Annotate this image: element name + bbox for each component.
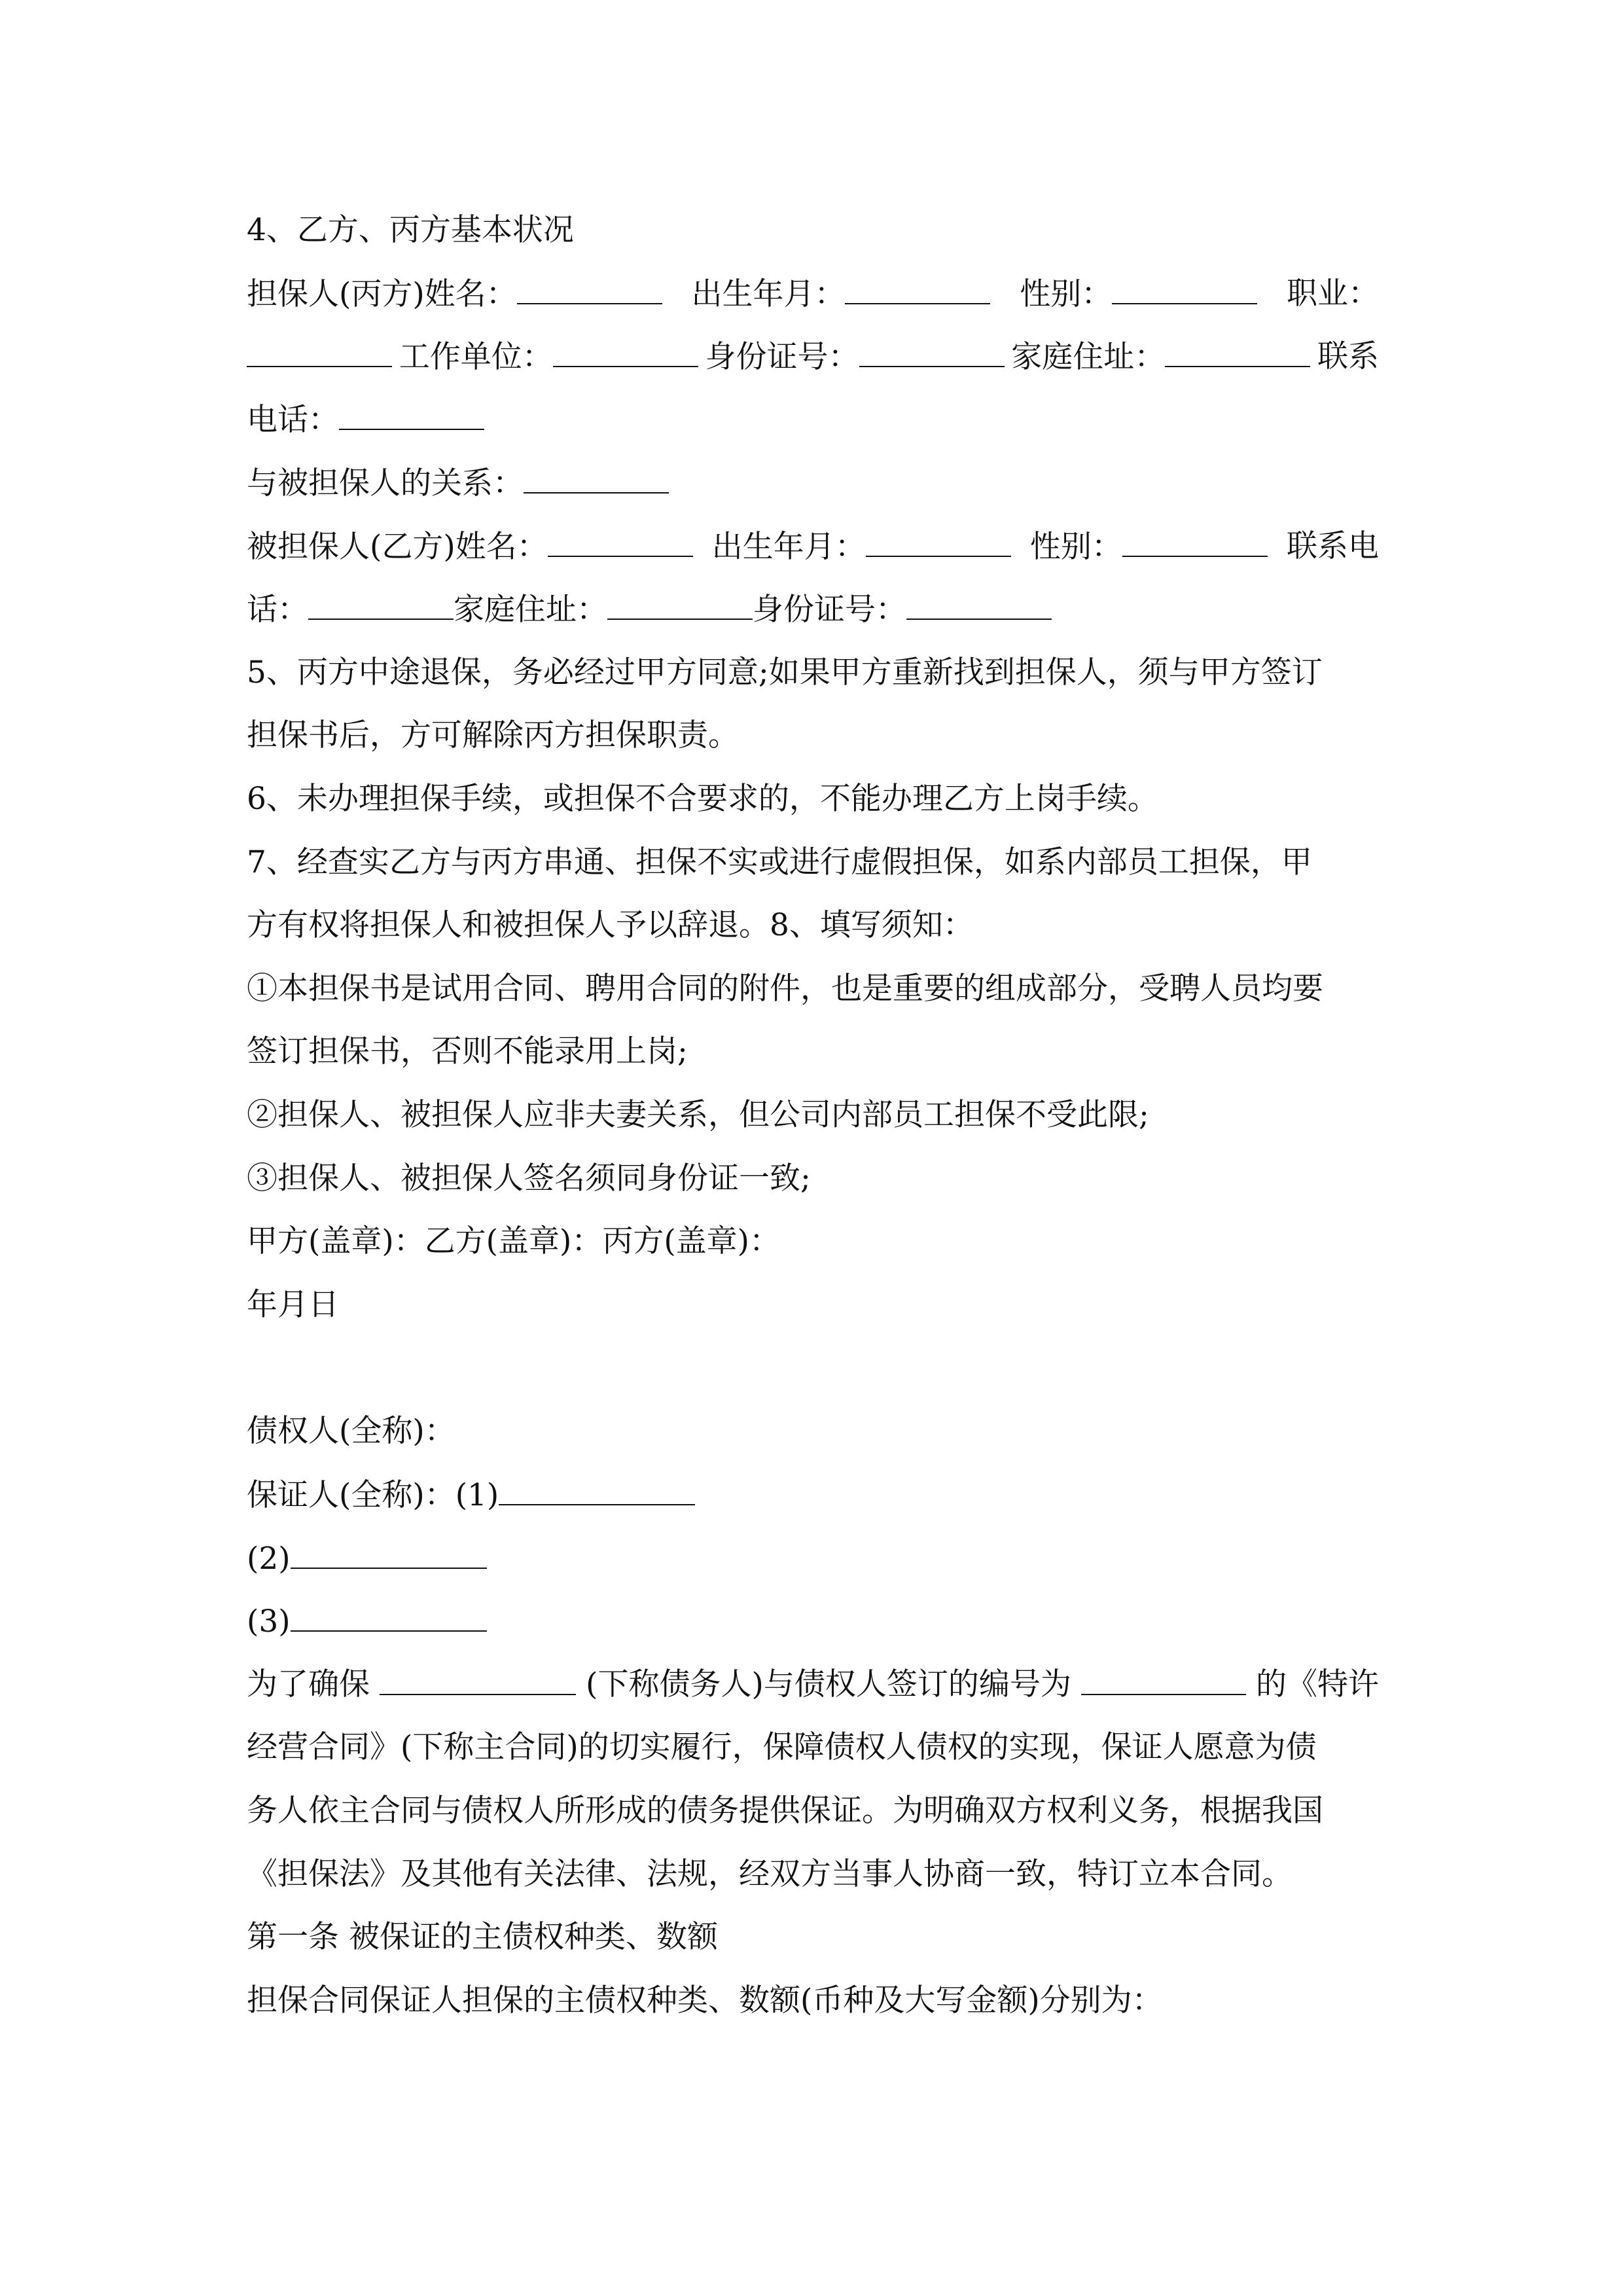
guaranteed-line-1 bbox=[247, 527, 1379, 567]
guarantor-item-3: (3) bbox=[247, 1602, 1379, 1641]
guaranteed-contact-label-a: 联系电 bbox=[1286, 528, 1379, 564]
guarantor-gender-blank[interactable] bbox=[1112, 274, 1257, 304]
guarantor-line-1 bbox=[247, 274, 1379, 314]
guarantor-3-blank[interactable] bbox=[291, 1602, 487, 1632]
note-1-line-2: 签订担保书，否则不能录用上岗; bbox=[247, 1033, 688, 1069]
note-3: ③担保人、被担保人签名须同身份证一致; bbox=[247, 1160, 811, 1196]
guaranteed-id-blank[interactable] bbox=[906, 590, 1052, 620]
guarantor-2-blank[interactable] bbox=[291, 1539, 487, 1569]
guaranteed-phone-blank[interactable] bbox=[308, 590, 454, 620]
guarantor-contact-label-a: 联系 bbox=[1317, 338, 1379, 374]
guarantor-address-blank[interactable] bbox=[1165, 337, 1310, 367]
guaranteed-gender-field: 性别： bbox=[1030, 527, 1268, 567]
guarantor-job-label: 职业： bbox=[1286, 276, 1379, 312]
clause-6: 6、未办理担保手续，或担保不合要求的，不能办理乙方上岗手续。 bbox=[247, 781, 1158, 817]
guaranteed-name-field: 被担保人(乙方)姓名： bbox=[247, 527, 693, 567]
para1-line-3: 务人依主合同与债权人所形成的债务提供保证。为明确双方权利义务，根据我国 bbox=[247, 1793, 1323, 1829]
guarantor-name-field: 担保人(丙方)姓名： bbox=[247, 274, 662, 314]
guarantor-line-3 bbox=[247, 400, 1379, 440]
guarantor-relation-line: 与被担保人的关系： bbox=[247, 463, 1379, 503]
guarantor-id-field: 身份证号： bbox=[705, 337, 1005, 377]
relation-blank[interactable] bbox=[524, 463, 669, 493]
guaranteed-birth-blank[interactable] bbox=[866, 527, 1011, 557]
guarantor-list-line: 保证人(全称)：(1) bbox=[247, 1475, 1379, 1515]
guarantor-name-blank[interactable] bbox=[517, 274, 662, 304]
date-line: 年月日 bbox=[247, 1287, 339, 1323]
note-1-line-1: ①本担保书是试用合同、聘用合同的附件，也是重要的组成部分，受聘人员均要 bbox=[247, 971, 1323, 1007]
para1-line-4: 《担保法》及其他有关法律、法规，经双方当事人协商一致，特订立本合同。 bbox=[247, 1856, 1293, 1892]
guarantor-line-2 bbox=[247, 337, 1379, 377]
guaranteed-address-blank[interactable] bbox=[607, 590, 753, 620]
article-1-title: 第一条 被保证的主债权种类、数额 bbox=[247, 1919, 718, 1955]
guarantor-item-2: (2) bbox=[247, 1539, 1379, 1579]
guarantor-birth-blank[interactable] bbox=[845, 274, 990, 304]
guaranteed-name-blank[interactable] bbox=[548, 527, 693, 557]
clause-5-line-2: 担保书后，方可解除丙方担保职责。 bbox=[247, 717, 739, 753]
debtor-blank[interactable] bbox=[380, 1665, 576, 1695]
guarantor-address-field: 家庭住址： bbox=[1011, 337, 1310, 377]
note-2: ②担保人、被担保人应非夫妻关系，但公司内部员工担保不受此限; bbox=[247, 1097, 1149, 1133]
guarantor-job-blank[interactable] bbox=[247, 337, 392, 367]
guaranteed-gender-blank[interactable] bbox=[1122, 527, 1268, 557]
guarantor-birth-field: 出生年月： bbox=[691, 274, 990, 314]
para1-line-2: 经营合同》(下称主合同)的切实履行，保障债权人债权的实现，保证人愿意为债 bbox=[247, 1729, 1317, 1765]
creditor-line: 债权人(全称)： bbox=[247, 1413, 455, 1449]
guarantor-gender-field: 性别： bbox=[1020, 274, 1257, 314]
contract-number-blank[interactable] bbox=[1081, 1665, 1246, 1695]
guaranteed-birth-field: 出生年月： bbox=[712, 527, 1011, 567]
guarantor-workplace-field: 工作单位： bbox=[399, 337, 698, 377]
section4-heading: 4、乙方、丙方基本状况 bbox=[247, 212, 574, 248]
clause-7-line-2: 方有权将担保人和被担保人予以辞退。8、填写须知： bbox=[247, 907, 974, 943]
guarantor-phone-blank[interactable] bbox=[339, 400, 484, 430]
para1-line-1: 为了确保 (下称债务人)与债权人签订的编号为 的《特许 bbox=[247, 1666, 1379, 1702]
guarantor-id-blank[interactable] bbox=[859, 337, 1005, 367]
article-1-text: 担保合同保证人担保的主债权种类、数额(币种及大写金额)分别为： bbox=[247, 1982, 1163, 2018]
guarantor-workplace-blank[interactable] bbox=[553, 337, 698, 367]
clause-5-line-1: 5、丙方中途退保，务必经过甲方同意;如果甲方重新找到担保人，须与甲方签订 bbox=[247, 655, 1323, 691]
clause-7-line-1: 7、经查实乙方与丙方串通、担保不实或进行虚假担保，如系内部员工担保，甲 bbox=[247, 844, 1312, 880]
guarantor-contact-label-b: 电话： bbox=[247, 402, 339, 438]
guaranteed-line-2: 话： 家庭住址： 身份证号： bbox=[247, 590, 1379, 630]
seal-line: 甲方(盖章)：乙方(盖章)：丙方(盖章)： bbox=[247, 1223, 781, 1259]
guarantor-1-blank[interactable] bbox=[499, 1475, 695, 1505]
